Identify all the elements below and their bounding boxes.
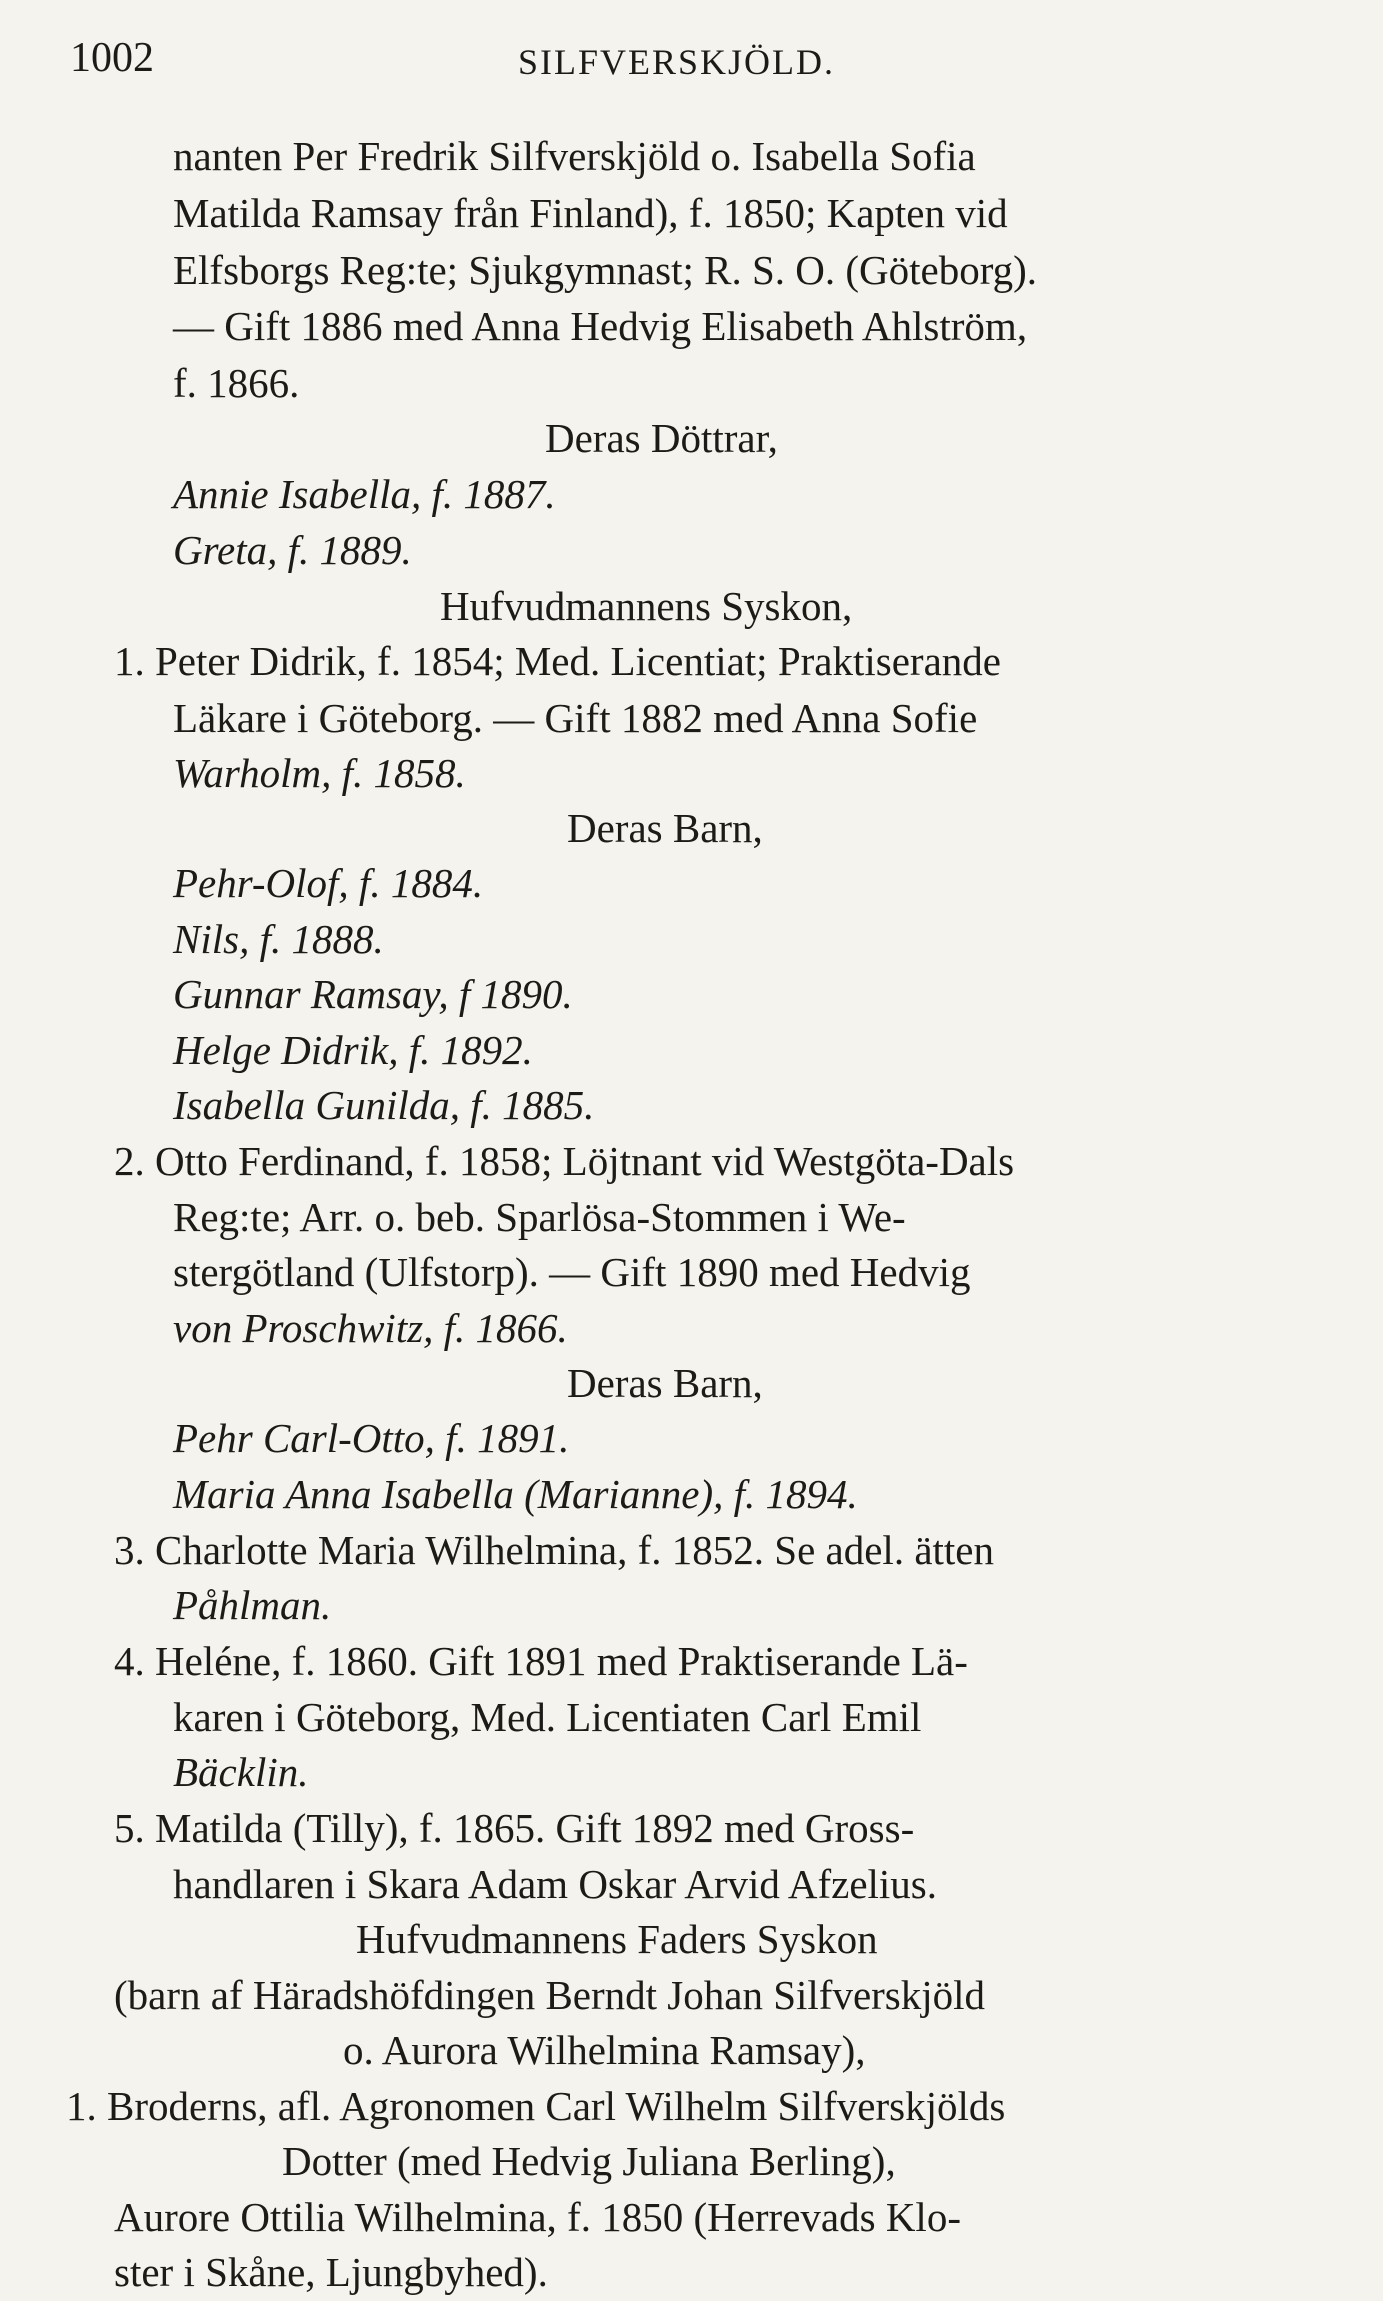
- section-heading: Deras Barn,: [567, 805, 763, 851]
- text-line: Warholm, f. 1858.: [173, 750, 466, 796]
- section-heading: Hufvudmannens Faders Syskon: [356, 1916, 878, 1962]
- entry-line: 1. Peter Didrik, f. 1854; Med. Licentiat; Praktiserande: [114, 638, 1001, 684]
- entry-line: 1. Broderns, afl. Agronomen Carl Wilhelm Silfverskjölds: [66, 2083, 1006, 2129]
- text-line: Nils, f. 1888.: [173, 916, 384, 962]
- entry-line: 4. Heléne, f. 1860. Gift 1891 med Praktiserande Lä-: [114, 1638, 968, 1684]
- text-line: Reg:te; Arr. o. beb. Sparlösa-Stommen i We-: [173, 1194, 906, 1240]
- text-line: Elfsborgs Reg:te; Sjukgymnast; R. S. O. (Göteborg).: [173, 247, 1038, 293]
- text-line: Bäcklin.: [173, 1749, 309, 1795]
- text-line: Påhlman.: [173, 1582, 332, 1628]
- entry-line: 2. Otto Ferdinand, f. 1858; Löjtnant vid Westgöta-Dals: [114, 1138, 1015, 1184]
- text-line: — Gift 1886 med Anna Hedvig Elisabeth Ahlström,: [173, 303, 1028, 349]
- entry-line: 5. Matilda (Tilly), f. 1865. Gift 1892 med Gross-: [114, 1805, 915, 1851]
- text-line: Läkare i Göteborg. — Gift 1882 med Anna Sofie: [173, 695, 978, 741]
- text-line: Gunnar Ramsay, f 1890.: [173, 971, 573, 1017]
- entry-line: 3. Charlotte Maria Wilhelmina, f. 1852. Se adel. ätten: [114, 1527, 994, 1573]
- text-line: Matilda Ramsay från Finland), f. 1850; Kapten vid: [173, 190, 1008, 236]
- text-line: Maria Anna Isabella (Marianne), f. 1894.: [173, 1471, 858, 1517]
- text-line: Greta, f. 1889.: [173, 527, 412, 573]
- text-line: Helge Didrik, f. 1892.: [173, 1027, 533, 1073]
- section-heading: Deras Döttrar,: [545, 415, 778, 461]
- text-line: f. 1866.: [173, 360, 300, 406]
- text-line: handlaren i Skara Adam Oskar Arvid Afzelius.: [173, 1861, 938, 1907]
- text-line: karen i Göteborg, Med. Licentiaten Carl Emil: [173, 1694, 922, 1740]
- text-line: von Proschwitz, f. 1866.: [173, 1305, 568, 1351]
- text-line: Dotter (med Hedvig Juliana Berling),: [282, 2138, 896, 2184]
- text-line: Annie Isabella, f. 1887.: [173, 471, 556, 517]
- page-number: 1002: [70, 35, 154, 81]
- text-line: Pehr Carl-Otto, f. 1891.: [173, 1415, 570, 1461]
- text-line: stergötland (Ulfstorp). — Gift 1890 med Hedvig: [173, 1249, 971, 1295]
- text-line: Isabella Gunilda, f. 1885.: [173, 1082, 595, 1128]
- section-heading: Hufvudmannens Syskon,: [440, 583, 853, 629]
- text-line: Pehr-Olof, f. 1884.: [173, 860, 484, 906]
- text-line: o. Aurora Wilhelmina Ramsay),: [343, 2027, 866, 2073]
- text-line: ster i Skåne, Ljungbyhed).: [114, 2249, 548, 2295]
- text-line: Aurore Ottilia Wilhelmina, f. 1850 (Herrevads Klo-: [114, 2194, 961, 2240]
- text-line: (barn af Häradshöfdingen Berndt Johan Silfverskjöld: [114, 1972, 986, 2018]
- section-heading: Deras Barn,: [567, 1360, 763, 1406]
- text-line: nanten Per Fredrik Silfverskjöld o. Isabella Sofia: [173, 133, 976, 179]
- running-title: SILFVERSKJÖLD.: [518, 42, 836, 82]
